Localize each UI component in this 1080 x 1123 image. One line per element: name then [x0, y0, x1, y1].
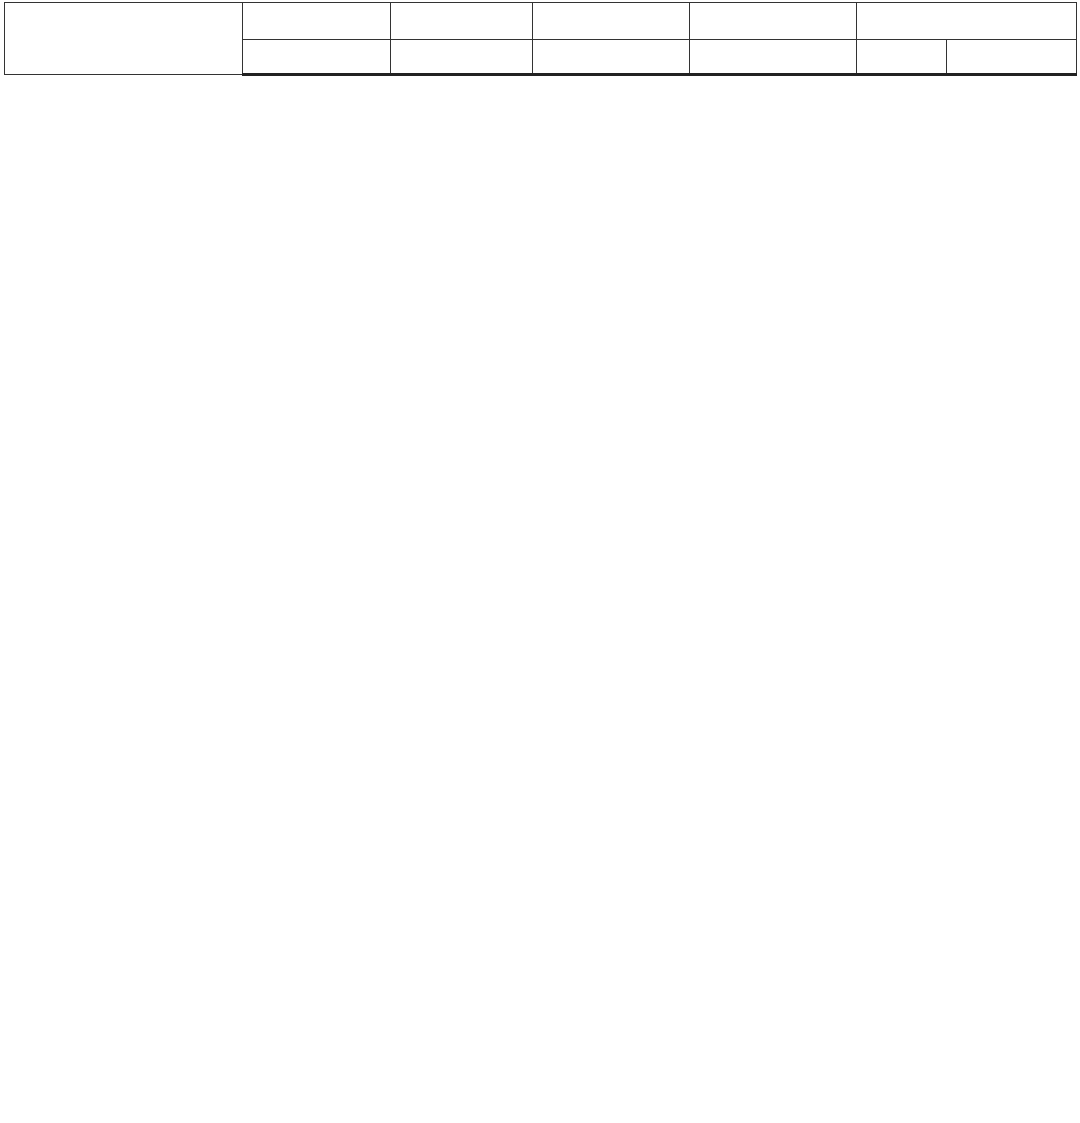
header-durchmesser	[391, 3, 533, 40]
header-gewicht	[533, 3, 690, 40]
unit-mm	[391, 40, 533, 75]
header-zugfestigkeit	[690, 3, 857, 40]
header-row	[5, 3, 1077, 40]
header-ausfuehrung	[243, 3, 391, 40]
unit-mpa	[690, 40, 857, 75]
unit-kg	[533, 40, 690, 75]
wire-rope-table	[4, 2, 1077, 76]
header-bruchlast	[857, 3, 1077, 40]
header-struktur	[5, 3, 243, 75]
unit-kn	[947, 40, 1077, 75]
unit-rhrl	[243, 40, 391, 75]
unit-bruch-kg	[857, 40, 947, 75]
